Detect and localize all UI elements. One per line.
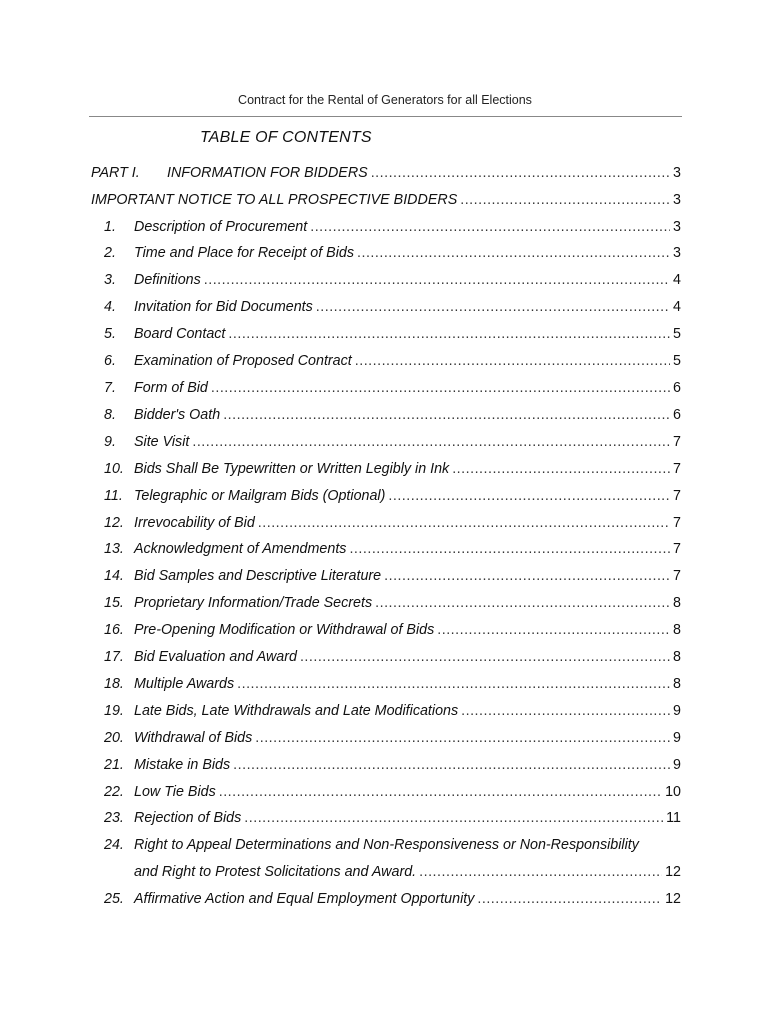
toc-entry-label: Board Contact — [134, 326, 226, 342]
toc-entry-number: 9. — [104, 434, 116, 450]
toc-entry-label: Withdrawal of Bids — [134, 730, 253, 746]
dot-leader — [384, 563, 670, 590]
toc-entry — [91, 348, 681, 375]
toc-entry-label: Invitation for Bid Documents — [134, 299, 313, 315]
toc-entry-label: Affirmative Action and Equal Employment Opportunity — [134, 891, 475, 907]
toc-entry-page: 5 — [673, 326, 681, 342]
toc-entry-page: 4 — [673, 272, 681, 288]
dot-leader — [419, 859, 662, 886]
dot-leader — [237, 671, 670, 698]
toc-entry-number: 24. — [104, 837, 124, 853]
dot-leader — [211, 375, 670, 402]
toc-entry-page: 12 — [665, 864, 681, 880]
dot-leader — [452, 456, 670, 483]
toc-entry-number: 17. — [104, 649, 124, 665]
dot-leader — [228, 321, 670, 348]
toc-entry-label: Bidder's Oath — [134, 407, 221, 423]
dot-leader — [244, 805, 663, 832]
toc-entry-label: Late Bids, Late Withdrawals and Late Modifications — [134, 703, 459, 719]
toc-entry-label: Proprietary Information/Trade Secrets — [134, 595, 373, 611]
dot-leader — [300, 644, 670, 671]
toc-entry-page: 3 — [673, 165, 681, 181]
toc-entry-number: 23. — [104, 810, 124, 826]
toc-entry-label-continued: and Right to Protest Solicitations and Award. — [134, 864, 417, 880]
toc-entry-page: 10 — [665, 784, 681, 800]
toc-entry — [91, 375, 681, 402]
dot-leader — [477, 886, 662, 913]
toc-entry — [91, 321, 681, 348]
toc-entry-label: Pre-Opening Modification or Withdrawal of Bids — [134, 622, 435, 638]
toc-entry-number: 25. — [104, 891, 124, 907]
toc-entry-page: 3 — [673, 245, 681, 261]
dot-leader — [355, 348, 670, 375]
toc-entry-label: Low Tie Bids — [134, 784, 216, 800]
toc-entry-page: 4 — [673, 299, 681, 315]
toc-entry — [91, 429, 681, 456]
toc-entry-number: 7. — [104, 380, 116, 396]
toc-entry-page: 11 — [666, 810, 681, 826]
toc-entry-page: 7 — [673, 461, 681, 477]
toc-entry-label: Time and Place for Receipt of Bids — [134, 245, 354, 261]
toc-entry — [91, 779, 681, 806]
toc-entry-number: 16. — [104, 622, 124, 638]
toc-entry-label: INFORMATION FOR BIDDERS — [167, 165, 368, 181]
running-header: Contract for the Rental of Generators for all Elections — [238, 93, 532, 107]
toc-entry — [91, 698, 681, 725]
toc-entry-number: 22. — [104, 784, 124, 800]
toc-entry-label: Acknowledgment of Amendments — [134, 541, 347, 557]
toc-entry-page: 3 — [673, 192, 681, 208]
toc-entry — [91, 402, 681, 429]
toc-entry — [91, 752, 681, 779]
toc-entry — [91, 267, 681, 294]
toc-entry-page: 8 — [673, 676, 681, 692]
toc-entry-label: Site Visit — [134, 434, 190, 450]
toc-entry — [91, 590, 681, 617]
toc-entry-number: 4. — [104, 299, 116, 315]
toc-entry-label: Examination of Proposed Contract — [134, 353, 352, 369]
dot-leader — [255, 725, 670, 752]
toc-entry-label: Bid Samples and Descriptive Literature — [134, 568, 382, 584]
toc-entry — [91, 483, 681, 510]
toc-entry — [91, 456, 681, 483]
toc-entry-number: 19. — [104, 703, 124, 719]
toc-entry-page: 7 — [673, 434, 681, 450]
toc-entry-label: Right to Appeal Determinations and Non-Responsiveness or Non-Responsibility — [134, 837, 639, 853]
toc-entry — [91, 563, 681, 590]
toc-entry — [91, 510, 681, 537]
toc-entry-page: 12 — [665, 891, 681, 907]
toc-entry — [91, 671, 681, 698]
toc-entry-label: Telegraphic or Mailgram Bids (Optional) — [134, 488, 386, 504]
toc-entry-number: 15. — [104, 595, 124, 611]
dot-leader — [219, 779, 662, 806]
toc-entry-label: Multiple Awards — [134, 676, 235, 692]
toc-entry-number: 20. — [104, 730, 124, 746]
dot-leader — [349, 536, 670, 563]
toc-entry — [91, 832, 681, 886]
header-rule — [89, 116, 682, 117]
toc-entry-page: 8 — [673, 622, 681, 638]
toc-entry-page: 7 — [673, 568, 681, 584]
toc-entry-number: 6. — [104, 353, 116, 369]
toc-entry — [91, 617, 681, 644]
dot-leader — [460, 187, 670, 214]
toc-entry-page: 8 — [673, 649, 681, 665]
toc-entry — [91, 536, 681, 563]
toc-entry-number: 2. — [104, 245, 116, 261]
toc-entry-page: 9 — [673, 730, 681, 746]
toc-entry-label: Mistake in Bids — [134, 757, 231, 773]
toc-entry-number: 14. — [104, 568, 124, 584]
toc-entry-number: 10. — [104, 461, 124, 477]
toc-entry — [91, 644, 681, 671]
toc-entry-label: Description of Procurement — [134, 219, 308, 235]
toc-entry — [91, 187, 681, 214]
toc-entry-number: 12. — [104, 515, 124, 531]
toc-entry-number: PART I. — [91, 165, 140, 181]
toc-entry — [91, 294, 681, 321]
dot-leader — [375, 590, 670, 617]
dot-leader — [223, 402, 670, 429]
toc-entry-number: 5. — [104, 326, 116, 342]
toc-entry-number: 21. — [104, 757, 124, 773]
toc-entry — [91, 214, 681, 241]
toc-entry — [91, 805, 681, 832]
dot-leader — [371, 160, 670, 187]
toc-entry-number: 18. — [104, 676, 124, 692]
dot-leader — [388, 483, 670, 510]
dot-leader — [437, 617, 670, 644]
toc-entry-number: 8. — [104, 407, 116, 423]
dot-leader — [357, 240, 670, 267]
dot-leader — [316, 294, 670, 321]
toc-entry-label: Form of Bid — [134, 380, 208, 396]
dot-leader — [192, 429, 670, 456]
toc-entry-page: 9 — [673, 703, 681, 719]
toc-entry-page: 9 — [673, 757, 681, 773]
toc-entry-label: Bid Evaluation and Award — [134, 649, 297, 665]
toc-entry-page: 6 — [673, 380, 681, 396]
dot-leader — [258, 510, 670, 537]
toc-entry-page: 7 — [673, 541, 681, 557]
toc-entry-number: 3. — [104, 272, 116, 288]
toc-entry-page: 8 — [673, 595, 681, 611]
toc-entry — [91, 160, 681, 187]
toc-entry-label: Rejection of Bids — [134, 810, 242, 826]
toc-entry — [91, 725, 681, 752]
toc-entry-label: Definitions — [134, 272, 201, 288]
toc-entry-number: 1. — [104, 219, 116, 235]
dot-leader — [233, 752, 670, 779]
toc-entry-label: IMPORTANT NOTICE TO ALL PROSPECTIVE BIDDERS — [91, 192, 458, 208]
toc-entry-label: Bids Shall Be Typewritten or Written Legibly in Ink — [134, 461, 450, 477]
dot-leader — [310, 214, 670, 241]
toc-entry — [91, 240, 681, 267]
toc-entry — [91, 886, 681, 913]
toc-entry-number: 11. — [104, 488, 123, 504]
toc-entry-page: 6 — [673, 407, 681, 423]
dot-leader — [204, 267, 670, 294]
toc-entry-page: 3 — [673, 219, 681, 235]
toc-entry-number: 13. — [104, 541, 124, 557]
dot-leader — [461, 698, 670, 725]
toc-entry-page: 7 — [673, 515, 681, 531]
toc-entry-page: 5 — [673, 353, 681, 369]
toc-entry-page: 7 — [673, 488, 681, 504]
toc-entry-label: Irrevocability of Bid — [134, 515, 255, 531]
toc-heading: TABLE OF CONTENTS — [200, 129, 372, 146]
